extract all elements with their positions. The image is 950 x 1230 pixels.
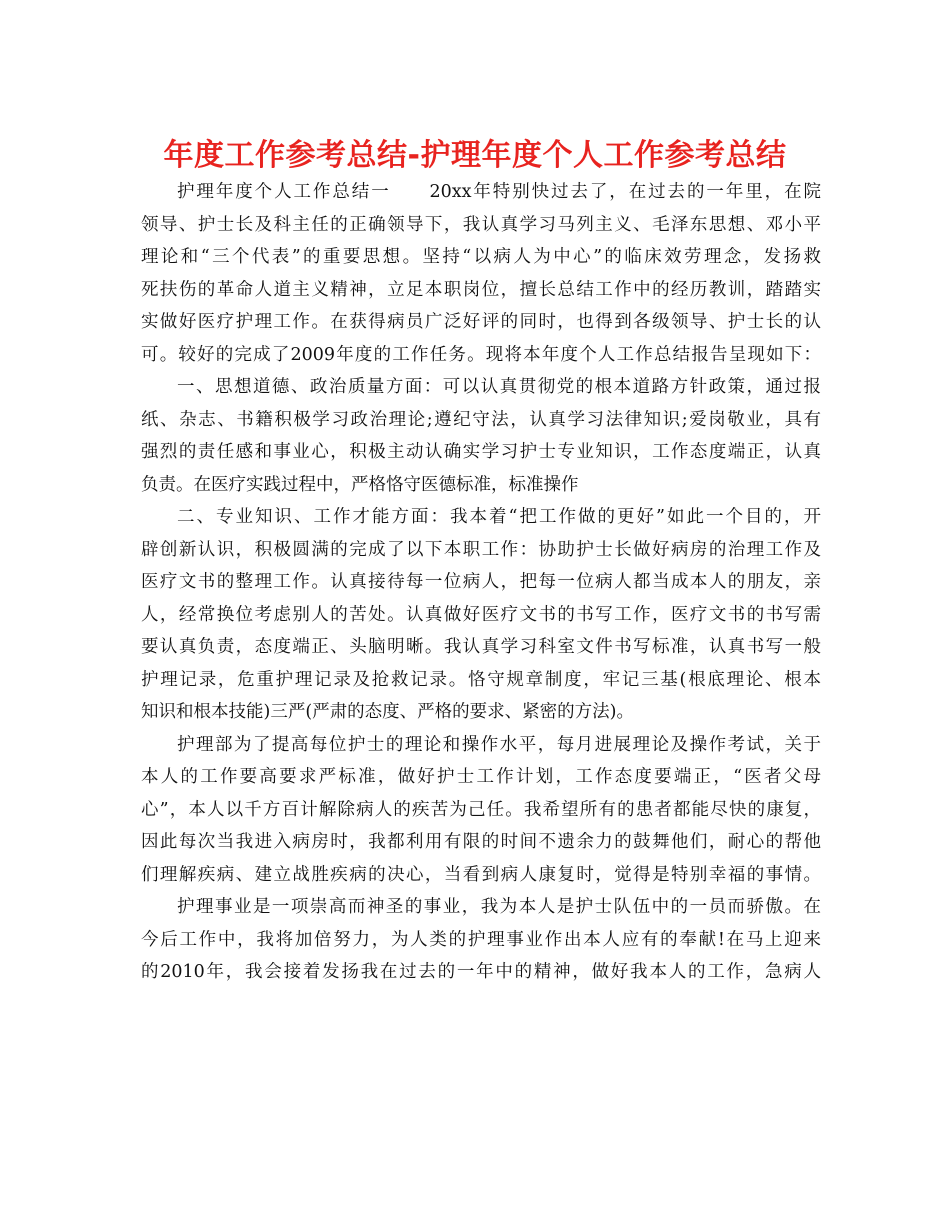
text-line: 人，经常换位考虑别人的苦处。认真做好医疗文书的书写工作，医疗文书的书写需 (141, 604, 821, 625)
text-line: 心”，本人以千方百计解除病人的疾苦为己任。我希望所有的患者都能尽快的康复， (141, 799, 821, 820)
text-line: 死扶伤的革命人道主义精神，立足本职岗位，擅长总结工作中的经历教训，踏踏实 (141, 279, 821, 300)
text-line: 医疗文书的整理工作。认真接待每一位病人，把每一位病人都当成本人的朋友，亲 (141, 572, 821, 592)
text-line: 强烈的责任感和事业心，积极主动认确实学习护士专业知识，工作态度端正，认真 (141, 442, 821, 462)
text-line: 实做好医疗护理工作。在获得病员广泛好评的同时，也得到各级领导、护士长的认 (141, 312, 821, 332)
text-line: 们理解疾病、建立战胜疾病的决心，当看到病人康复时，觉得是特别幸福的事情。 (141, 864, 821, 885)
text-line: 知识和根本技能)三严(严肃的态度、严格的要求、紧密的方法)。 (141, 702, 634, 722)
text-line: 负责。在医疗实践过程中，严格恪守医德标准，标准操作 (141, 474, 579, 495)
text-line: 纸、杂志、书籍积极学习政治理论;遵纪守法，认真学习法律知识;爱岗敬业，具有 (141, 409, 821, 430)
text-line: 护理事业是一项崇高而神圣的事业，我为本人是护士队伍中的一员而骄傲。在 (177, 897, 821, 917)
text-line: 领导、护士长及科主任的正确领导下，我认真学习马列主义、毛泽东思想、邓小平 (141, 214, 821, 235)
text-line: 本人的工作要高要求严标准，做好护士工作计划，工作态度要端正，“医者父母 (141, 767, 821, 787)
text-line: 二、专业知识、工作才能方面：我本着“把工作做的更好”如此一个目的，开 (177, 507, 821, 527)
text-line: 要认真负责，态度端正、头脑明晰。我认真学习科室文件书写标准，认真书写一般 (141, 637, 821, 657)
text-line: 护理记录，危重护理记录及抢救记录。恪守规章制度，牢记三基(根底理论、根本 (141, 669, 821, 690)
text-line: 理论和“三个代表”的重要思想。坚持“以病人为中心”的临床效劳理念，发扬救 (141, 247, 821, 267)
document-title: 年度工作参考总结-护理年度个人工作参考总结 (163, 138, 787, 173)
text-line: 护理年度个人工作总结一 20xx年特别快过去了，在过去的一年里，在院 (177, 182, 821, 202)
text-line: 因此每次当我进入病房时，我都利用有限的时间不遗余力的鼓舞他们，耐心的帮他 (141, 832, 821, 852)
text-line: 辟创新认识，积极圆满的完成了以下本职工作：协助护士长做好病房的治理工作及 (141, 539, 821, 560)
text-line: 可。较好的完成了2009年度的工作任务。现将本年度个人工作总结报告呈现如下： (141, 344, 821, 365)
text-line: 一、思想道德、政治质量方面：可以认真贯彻党的根本道路方针政策，通过报 (177, 377, 821, 397)
text-line: 的2010年，我会接着发扬我在过去的一年中的精神，做好我本人的工作，急病人 (141, 962, 821, 982)
text-line: 今后工作中，我将加倍努力，为人类的护理事业作出本人应有的奉献!在马上迎来 (141, 929, 821, 950)
text-line: 护理部为了提高每位护士的理论和操作水平，每月进展理论及操作考试，关于 (177, 734, 821, 755)
document-body (141, 176, 821, 989)
